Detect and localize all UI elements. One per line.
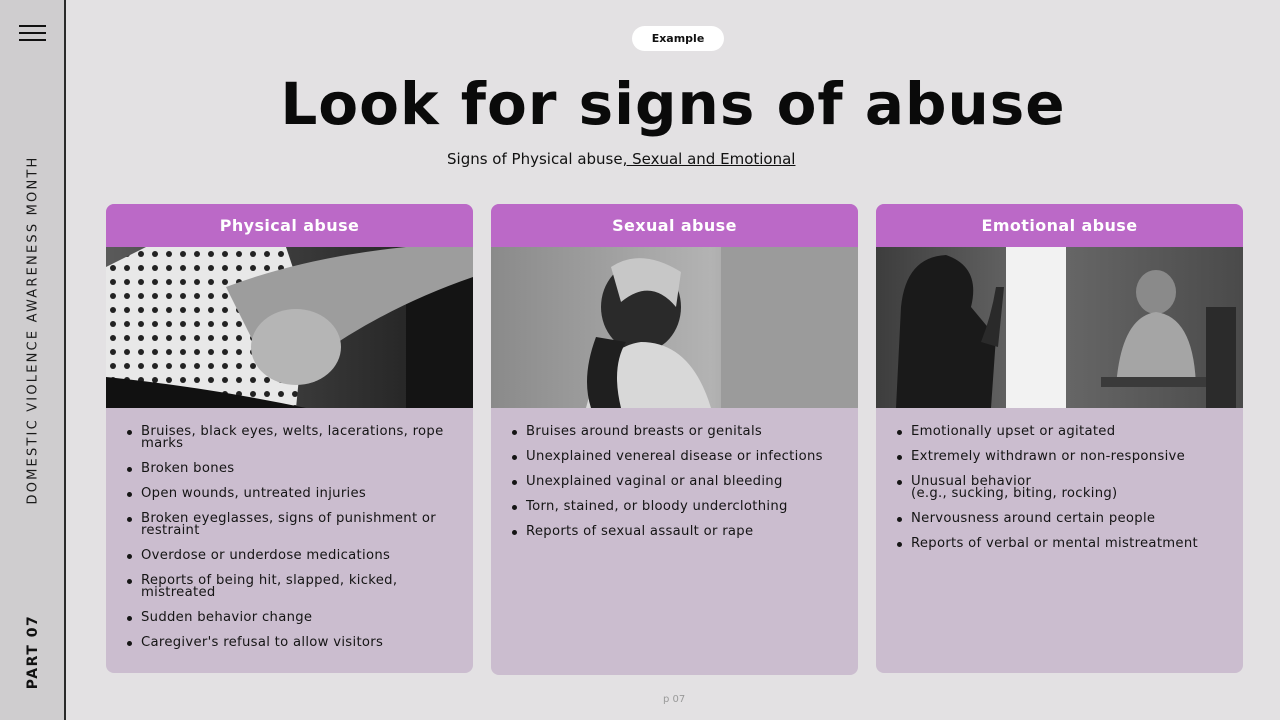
list-item: Bruises, black eyes, welts, lacerations, rope marks bbox=[126, 426, 453, 450]
hamburger-menu-icon[interactable] bbox=[19, 23, 47, 43]
list-item: Emotionally upset or agitated bbox=[896, 426, 1223, 438]
sexual-abuse-photo bbox=[491, 247, 858, 408]
page-subtitle bbox=[447, 150, 795, 168]
card-title: Sexual abuse bbox=[491, 204, 858, 247]
list-item: Broken eyeglasses, signs of punishment or restraint bbox=[126, 513, 453, 537]
card-emotional-abuse bbox=[876, 204, 1243, 673]
list-item: Unusual behavior (e.g., sucking, biting, rocking) bbox=[896, 476, 1223, 500]
emotional-abuse-list bbox=[876, 408, 1243, 550]
emotional-abuse-photo bbox=[876, 247, 1243, 408]
sexual-abuse-list bbox=[491, 408, 858, 538]
card-physical-abuse bbox=[106, 204, 473, 673]
list-item: Caregiver's refusal to allow visitors bbox=[126, 637, 453, 649]
page-title: Look for signs of abuse bbox=[280, 70, 1066, 138]
list-item: Broken bones bbox=[126, 463, 453, 475]
list-item: Extremely withdrawn or non-responsive bbox=[896, 451, 1223, 463]
page-number: p 07 bbox=[663, 694, 686, 705]
example-badge: Example bbox=[632, 26, 724, 51]
list-item: Torn, stained, or bloody underclothing bbox=[511, 501, 838, 513]
part-label: PART 07 bbox=[25, 614, 41, 690]
card-sexual-abuse bbox=[491, 204, 858, 675]
card-title: Physical abuse bbox=[106, 204, 473, 247]
card-title: Emotional abuse bbox=[876, 204, 1243, 247]
list-item: Open wounds, untreated injuries bbox=[126, 488, 453, 500]
subtitle-text: Signs of Physical abuse bbox=[447, 150, 623, 168]
physical-abuse-list bbox=[106, 408, 473, 649]
list-item: Sudden behavior change bbox=[126, 612, 453, 624]
list-item: Reports of verbal or mental mistreatment bbox=[896, 538, 1223, 550]
physical-abuse-photo bbox=[106, 247, 473, 408]
list-item: Overdose or underdose medications bbox=[126, 550, 453, 562]
list-item: Reports of sexual assault or rape bbox=[511, 526, 838, 538]
list-item: Nervousness around certain people bbox=[896, 513, 1223, 525]
list-item: Unexplained vaginal or anal bleeding bbox=[511, 476, 838, 488]
subtitle-link[interactable]: , Sexual and Emotional bbox=[622, 150, 796, 168]
vertical-title: DOMESTIC VIOLENCE AWARENESS MONTH bbox=[25, 155, 41, 505]
sidebar bbox=[0, 0, 66, 720]
list-item: Unexplained venereal disease or infections bbox=[511, 451, 838, 463]
list-item: Bruises around breasts or genitals bbox=[511, 426, 838, 438]
list-item: Reports of being hit, slapped, kicked, mistreated bbox=[126, 575, 453, 599]
